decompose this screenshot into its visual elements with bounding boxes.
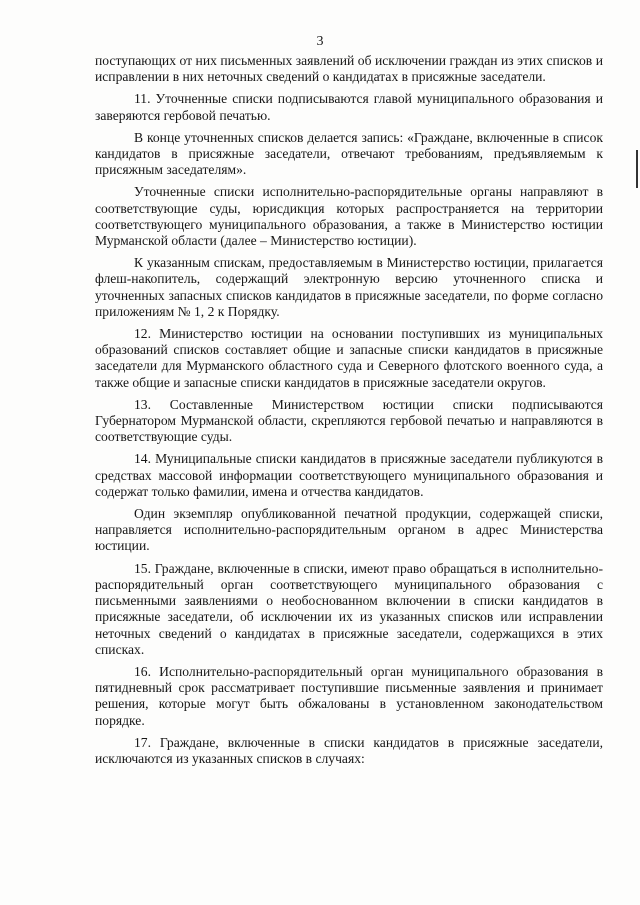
paragraph: 13. Составленные Министерством юстиции списки подписываются Губернатором Мурманской области, скрепляются гербовой печатью и направляются в соответствующие суды. [95,396,603,445]
paragraph: 15. Граждане, включенные в списки, имеют право обращаться в исполнительно-распорядительный орган соответствующего муниципального образования с письменными заявлениями о необоснованном включении в списки кандидатов в присяжные заседатели, об исключении их из указанных списков или исправлении неточных сведений о кандидатах в присяжные заседатели, содержащихся в этих списках. [95,560,603,657]
paragraph: 16. Исполнительно-распорядительный орган муниципального образования в пятидневный срок рассматривает поступившие письменные заявления и принимает решения, которые могут быть обжалованы в установленном законодательством порядке. [95,663,603,728]
paragraph: 11. Уточненные списки подписываются главой муниципального образования и заверяются гербовой печатью. [95,91,603,123]
page-number: 3 [316,34,324,49]
paragraph: К указанным спискам, предоставляемым в Министерство юстиции, прилагается флеш-накопитель, содержащий электронную версию уточненного списка и уточненных запасных списков кандидатов в присяжные заседатели, по форме согласно приложениям № 1, 2 к Порядку. [95,255,603,319]
paragraph: 17. Граждане, включенные в списки кандидатов в присяжные заседатели, исключаются из указанных списков в случаях: [95,734,603,766]
paragraph: 12. Министерство юстиции на основании поступивших из муниципальных образований списков составляет общие и запасные списки кандидатов в присяжные заседатели для Мурманского областного суда и Северного флотского военного суда, а также общие и запасные списки кандидатов в присяжные заседатели округов. [95,326,603,390]
paragraph: 14. Муниципальные списки кандидатов в присяжные заседатели публикуются в средствах массовой информации соответствующего муниципального образования и содержат только фамилии, имена и отчества кандидатов. [95,451,603,499]
paragraph: Один экземпляр опубликованной печатной продукции, содержащей списки, направляется исполнительно-распорядительным органом в адрес Министерства юстиции. [95,506,603,554]
document-body [95,53,603,773]
paragraph: поступающих от них письменных заявлений об исключении граждан из этих списков и исправлении в них неточных сведений о кандидатах в присяжные заседатели. [95,53,603,85]
paragraph: В конце уточненных списков делается запись: «Граждане, включенные в список кандидатов в присяжные заседатели, отвечают требованиям, предъявляемым к присяжным заседателям». [95,129,603,178]
paragraph: Уточненные списки исполнительно-распорядительные органы направляют в соответствующие суды, юрисдикция которых распространяется на территории соответствующего муниципального образования, а также в Министерство юстиции Мурманской области (далее – Министерство юстиции). [95,184,603,249]
scan-margin-mark [636,150,638,188]
